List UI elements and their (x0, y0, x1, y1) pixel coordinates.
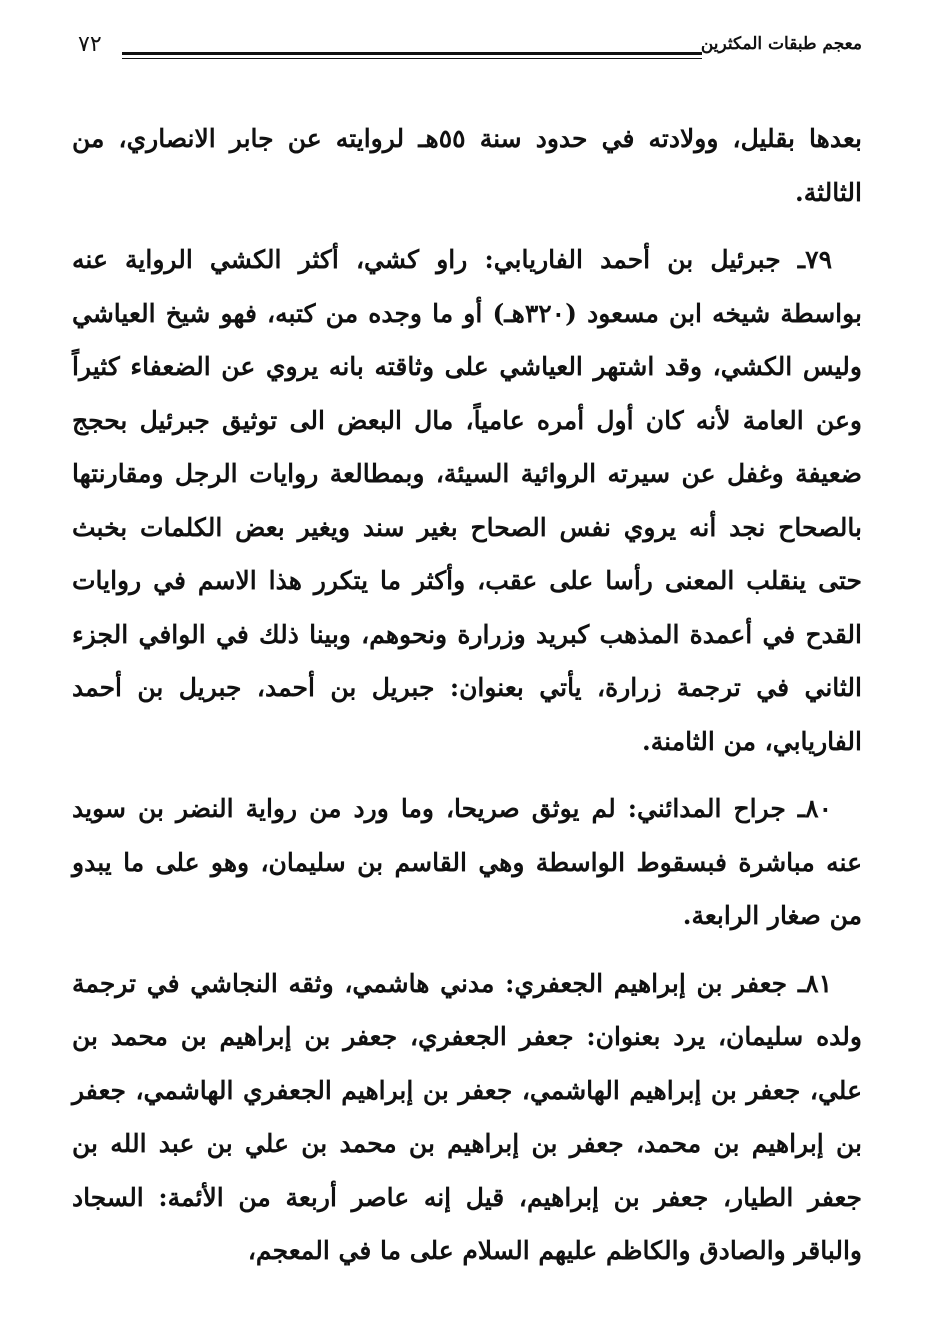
entry-rank: صغار الرابعة. (682, 901, 821, 930)
entry-heading: ٨١ـ جعفر بن إبراهيم الجعفري: (505, 968, 833, 998)
entry-80 (72, 782, 862, 943)
page-header (78, 28, 862, 68)
header-rule (122, 52, 702, 55)
page-number: ٧٢ (78, 32, 102, 57)
entry-rank: الثامنة. (642, 726, 715, 756)
entry-heading: ٧٩ـ جبرئيل بن أحمد الفاريابي: (484, 245, 832, 274)
entry-body: مدني هاشمي، وثقه النجاشي في ترجمة ولده سليمان، يرد بعنوان: جعفر الجعفري، جعفر بن إبراهيم بن محمد بن علي، جعفر بن إبراهيم الهاشمي، جعفر بن إبراهيم الجعفري الهاشمي، جعفر بن إبراهيم بن محمد، جعفر بن إبراهيم بن محمد بن علي بن عبد الله بن جعفر الطيار، جعفر بن إبراهيم، قيل إنه عاصر أربعة من الأئمة: السجاد والباقر والصادق والكاظم عليهم السلام على ما في المعجم، (72, 968, 862, 1265)
entry-79 (72, 233, 862, 768)
entry-body: لم يوثق صريحا، وما ورد من رواية النضر بن سويد عنه مباشرة فبسقوط الواسطة وهي القاسم بن سليمان، وهو على ما يبدو من (72, 794, 862, 930)
entry-continuation (72, 112, 862, 219)
entry-body: بعدها بقليل، وولادته في حدود سنة ٥٥هـ لروايته عن جابر الانصاري، من (72, 124, 862, 153)
entry-rank: الثالثة. (795, 177, 862, 207)
running-title: معجم طبقات المكثرين (700, 34, 862, 54)
page-content (72, 112, 862, 1292)
entry-81 (72, 957, 862, 1278)
entry-body: راو كشي، أكثر الكشي الرواية عنه بواسطة شيخه ابن مسعود (٣٢٠هـ) أو ما وجده من كتبه، فهو شيخ العياشي وليس الكشي، وقد اشتهر العياشي على وثاقته بانه يروي عن الضعفاء كثيراً وعن العامة لأنه كان أول أمره عامياً، مال البعض الى توثيق جبرئيل بحجج ضعيفة وغفل عن سيرته الروائية السيئة، وبمطالعة روايات الرجل ومقارنتها بالصحاح نجد أنه يروي نفس الصحاح بغير سند ويغير بعض الكلمات بخبث حتى ينقلب المعنى رأسا على عقب، وأكثر ما يتكرر هذا الاسم في روايات القدح في أعمدة المذهب كبريد وزرارة ونحوهم، وبينا ذلك في الوافي الجزء الثاني في ترجمة زرارة، يأتي بعنوان: جبريل بن أحمد، جبريل بن أحمد الفاريابي، من (72, 245, 862, 756)
entry-heading: ٨٠ـ جراح المدائني: (627, 794, 832, 823)
